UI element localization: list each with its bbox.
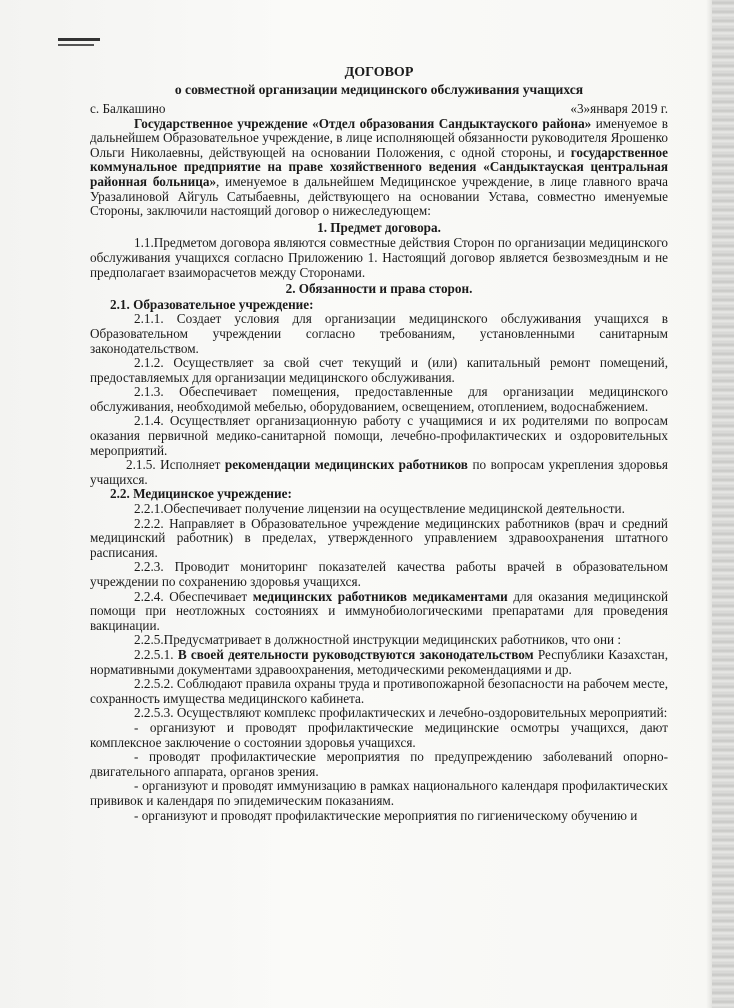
date: «3»января 2019 г. xyxy=(570,101,668,116)
clause-2-2-4-a: 2.2.4. Обеспечивает xyxy=(134,588,253,604)
clause-2-2-5: 2.2.5.Предусматривает в должностной инструкции медицинских работников, что они : xyxy=(134,632,622,648)
clause-2-1-5-rest: по вопросам укрепления здоровья учащихся. xyxy=(90,457,668,487)
document-subtitle: о совместной организации медицинского обслуживания учащихся xyxy=(174,82,584,97)
clause-1-1: 1.1.Предметом договора являются совместные действия Сторон по организации медицинского обслуживания учащихся согласно Приложению 1. Настоящий договор является безвозмездным и не предполагает взаиморасчетов между Сторонами. xyxy=(90,235,668,280)
clause-2-1-2: 2.1.2. Осуществляет за свой счет текущий и (или) капитальный ремонт помещений, предоставляемых для организации медицинского обслуживания. xyxy=(90,355,668,385)
clause-2-2-5-3: 2.2.5.3. Осуществляют комплекс профилактических и лечебно-оздоровительных мероприятий: xyxy=(134,705,668,721)
list-item: - организуют и проводят профилактические медицинские осмотры учащихся, дают комплексное заключение о состоянии здоровья учащихся. xyxy=(90,719,668,750)
scan-mark xyxy=(58,38,100,41)
clause-2-2-5-1-a: 2.2.5.1. xyxy=(134,646,178,662)
clause-2-1-4: 2.1.4. Осуществляет организационную работу с учащимися и их родителями по вопросам оказания первичной медико-санитарной помощи, лечебно-профилактических и оздоровительных мероприятий. xyxy=(90,413,668,458)
section-1-heading: 1. Предмет договора. xyxy=(317,219,441,235)
clause-2-2-5-1 xyxy=(90,648,668,677)
clause-2-1-5-bold: рекомендации медицинских работников xyxy=(224,457,468,473)
clause-2-2-2: 2.2.2. Направляет в Образовательное учреждение медицинских работников (врач и средний медицинский работник) в пределах, утвержденного управлением здравоохранения штатного расписания. xyxy=(90,515,668,560)
clause-2-2-5-1-bold: В своей деятельности руководствуются законодательством xyxy=(177,646,534,662)
place-date-line xyxy=(90,102,668,117)
clause-2-1-5 xyxy=(90,458,668,487)
contract-document xyxy=(90,64,668,823)
subsection-2-2: 2.2. Медицинское учреждение: xyxy=(110,486,292,502)
subsection-2-1: 2.1. Образовательное учреждение: xyxy=(110,296,314,312)
scan-edge xyxy=(712,0,734,1008)
party2: государственное коммунальное предприятие на праве хозяйственного ведения «Сандыктауская центральная районная больница» xyxy=(90,144,668,189)
clause-2-2-4-b: для оказания медицинской помощи при неотложных состояниях и иммунобиологическими препаратами для проведения вакцинации. xyxy=(90,588,669,633)
clause-2-2-4-bold: медицинских работников медикаментами xyxy=(252,588,508,604)
clause-2-1-3: 2.1.3. Обеспечивает помещения, предоставленные для организации медицинского обслуживания, необходимой мебелью, оборудованием, освещением, отоплением, водоснабжением. xyxy=(90,384,668,414)
list-item: - организуют и проводят профилактические мероприятия по гигиеническому обучению и xyxy=(134,807,638,823)
clause-2-1-5-label: 2.1.5. Исполняет xyxy=(126,457,225,473)
clause-2-2-1: 2.2.1.Обеспечивает получение лицензии на осуществление медицинской деятельности. xyxy=(134,501,625,517)
preamble xyxy=(90,117,668,219)
list-item: - организуют и проводят иммунизацию в рамках национального календаря профилактических прививок и календаря по эпидемическим показаниям. xyxy=(90,778,668,808)
clause-2-2-4 xyxy=(90,590,668,634)
clause-2-2-5-2: 2.2.5.2. Соблюдают правила охраны труда и противопожарной безопасности на рабочем месте, сохранность имущества медицинского кабинета. xyxy=(90,676,668,706)
preamble-part2: , именуемое в дальнейшем Медицинское учреждение, в лице главного врача Уразалиновой Айгуль Сатыбаевны, действующего на основании Устава, совместно именуемые Стороны, заключили настоящий договор о нижеследующем: xyxy=(90,173,668,219)
scan-mark xyxy=(58,44,94,46)
document-title: ДОГОВОР xyxy=(344,65,414,80)
party1: Государственное учреждение «Отдел образования Сандыктауского района» xyxy=(134,115,592,131)
clause-2-1-1: 2.1.1. Создает условия для организации медицинского обслуживания учащихся в Образовательном учреждении согласно требованиям, установленными санитарным законодательством. xyxy=(90,311,668,356)
clause-2-2-5-1-b: Республики Казахстан, нормативными документами здравоохранения, методическими рекомендациями и др. xyxy=(90,646,668,677)
preamble-part1: именуемое в дальнейшем Образовательное учреждение, в лице исполняющей обязанности руководителя Ярошенко Ольги Николаевны, действующей на основании Положения, с одной стороны, и xyxy=(90,115,668,160)
place: с. Балкашино xyxy=(90,101,166,116)
clause-2-2-3: 2.2.3. Проводит мониторинг показателей качества работы врачей в образовательном учреждении по сохранению здоровья учащихся. xyxy=(90,559,668,589)
section-2-heading: 2. Обязанности и права сторон. xyxy=(285,281,473,297)
list-item: - проводят профилактические мероприятия по предупреждению заболеваний опорно-двигательного аппарата, органов зрения. xyxy=(90,749,668,779)
